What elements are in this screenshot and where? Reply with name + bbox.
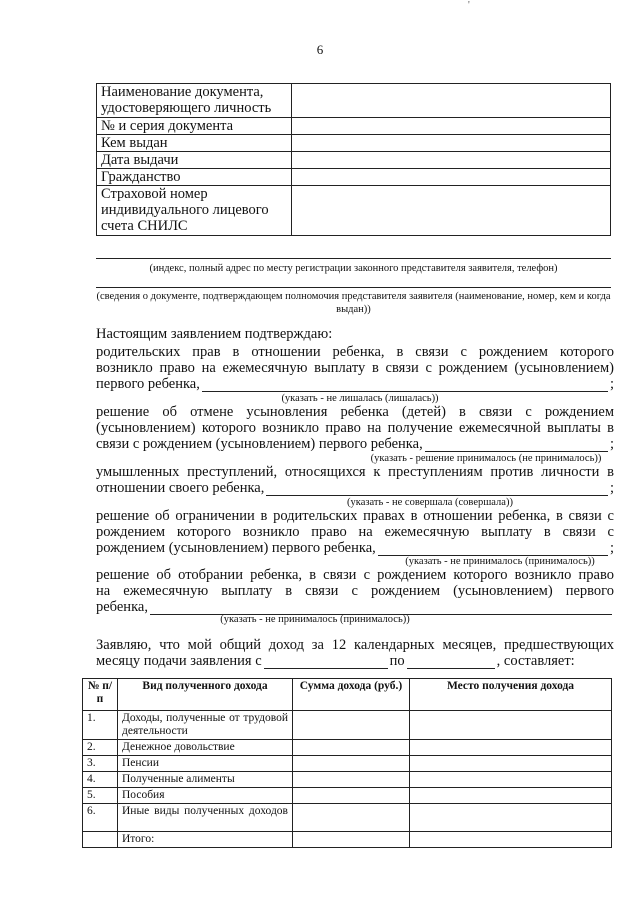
place-cell[interactable] — [410, 711, 612, 740]
item4-line3 — [96, 540, 614, 556]
item1-text: первого ребенка, — [96, 376, 200, 392]
place-cell[interactable] — [410, 740, 612, 756]
table-row — [83, 756, 612, 772]
item3-note: (указать - не совершала (совершала)) — [347, 497, 513, 508]
confirm-intro: Настоящим заявлением подтверждаю: — [96, 326, 333, 342]
total-label: Итого: — [118, 832, 293, 848]
id-value-field[interactable] — [292, 118, 611, 135]
col-header-amount: Сумма дохода (руб.) — [293, 679, 410, 711]
item5-line2: на ежемесячную выплату в связи с рождением (усыновлением) первого — [96, 583, 614, 599]
amount-cell[interactable] — [293, 756, 410, 772]
id-label: № и серия документа — [97, 118, 292, 135]
authority-note: (сведения о документе, подтверждающем полномочия представителя заявителя (наименование, номер, кем и когда выдан)) — [96, 291, 611, 315]
income-statement-line1: Заявляю, что мой общий доход за 12 календарных месяцев, предшествующих — [96, 637, 614, 653]
income-statement-line2 — [96, 653, 614, 669]
col-header-place: Место получения дохода — [410, 679, 612, 711]
id-label: Наименование документа, удостоверяющего личность — [97, 84, 292, 118]
table-row — [97, 152, 611, 169]
item1-answer-field[interactable] — [202, 379, 608, 392]
income-table — [82, 678, 612, 848]
table-row — [97, 186, 611, 236]
amount-cell[interactable] — [293, 740, 410, 756]
address-note: (индекс, полный адрес по месту регистрации законного представителя заявителя, телефон) — [149, 263, 558, 274]
table-row — [83, 788, 612, 804]
address-line[interactable] — [96, 258, 611, 259]
row-number: 2. — [83, 740, 118, 756]
authority-line[interactable] — [96, 287, 611, 288]
table-row — [97, 118, 611, 135]
corner-mark: ' — [468, 0, 470, 11]
item5-note: (указать - не принималось (принималось)) — [220, 614, 410, 625]
item1-line3 — [96, 376, 614, 392]
semicolon: ; — [609, 436, 614, 452]
income-type: Пособия — [118, 788, 293, 804]
id-value-field[interactable] — [292, 84, 611, 118]
row-number: 1. — [83, 711, 118, 740]
income-type: Доходы, полученные от трудовой деятельности — [118, 711, 293, 740]
semicolon: ; — [609, 480, 614, 496]
semicolon: ; — [609, 540, 614, 556]
total-place-cell[interactable] — [410, 832, 612, 848]
item5-line1: решение об отобрании ребенка, в связи с рождением которого возникло право — [96, 567, 614, 583]
table-row — [83, 772, 612, 788]
place-cell[interactable] — [410, 804, 612, 832]
income-text-from: месяцу подачи заявления с — [96, 653, 262, 669]
id-value-field[interactable] — [292, 169, 611, 186]
col-header-number: № п/п — [83, 679, 118, 711]
item2-note: (указать - решение принималось (не принималось)) — [370, 453, 602, 464]
table-row — [83, 711, 612, 740]
item3-line2 — [96, 480, 614, 496]
col-header-income-type: Вид полученного дохода — [118, 679, 293, 711]
item4-note: (указать - не принималось (принималось)) — [405, 556, 595, 567]
income-date-from-field[interactable] — [264, 656, 388, 669]
row-number: 4. — [83, 772, 118, 788]
item1-note: (указать - не лишалась (лишалась)) — [281, 393, 439, 404]
semicolon: ; — [609, 376, 614, 392]
amount-cell[interactable] — [293, 772, 410, 788]
item2-answer-field[interactable] — [425, 439, 608, 452]
income-type: Пенсии — [118, 756, 293, 772]
identity-table — [96, 83, 611, 236]
item1-line1: родительских прав в отношении ребенка, в связи с рождением которого — [96, 344, 614, 360]
id-label: Дата выдачи — [97, 152, 292, 169]
table-row — [97, 135, 611, 152]
amount-cell[interactable] — [293, 804, 410, 832]
item1-line2: возникло право на ежемесячную выплату в связи с рождением (усыновлением) — [96, 360, 614, 376]
income-text-amount: , составляет: — [496, 653, 575, 669]
item4-line1: решение об ограничении в родительских правах в отношении ребенка, в связи с — [96, 508, 614, 524]
id-value-field[interactable] — [292, 186, 611, 236]
id-label: Кем выдан — [97, 135, 292, 152]
total-amount-cell[interactable] — [293, 832, 410, 848]
item2-line3 — [96, 436, 614, 452]
id-value-field[interactable] — [292, 135, 611, 152]
income-type: Полученные алименты — [118, 772, 293, 788]
table-header-row — [83, 679, 612, 711]
item4-text: рождением (усыновлением) первого ребенка, — [96, 540, 376, 556]
row-number: 5. — [83, 788, 118, 804]
id-label: Страховой номер индивидуального лицевого счета СНИЛС — [97, 186, 292, 236]
income-date-to-field[interactable] — [407, 656, 495, 669]
amount-cell[interactable] — [293, 711, 410, 740]
item4-line2: рождением которого возникло право на ежемесячную выплату в связи с — [96, 524, 614, 540]
page-number: 6 — [316, 42, 324, 57]
table-total-row — [83, 832, 612, 848]
id-label: Гражданство — [97, 169, 292, 186]
income-type: Денежное довольствие — [118, 740, 293, 756]
place-cell[interactable] — [410, 772, 612, 788]
item3-text: отношении своего ребенка, — [96, 480, 265, 496]
row-number — [83, 832, 118, 848]
table-row — [97, 169, 611, 186]
amount-cell[interactable] — [293, 788, 410, 804]
table-row — [83, 804, 612, 832]
item2-line2: (усыновлением) которого возникло право на получение ежемесячной выплаты в — [96, 420, 614, 436]
item5-text: ребенка, — [96, 599, 148, 615]
income-type: Иные виды полученных доходов — [118, 804, 293, 832]
income-text-to: по — [389, 653, 405, 669]
item3-answer-field[interactable] — [266, 483, 608, 496]
row-number: 3. — [83, 756, 118, 772]
place-cell[interactable] — [410, 788, 612, 804]
table-row — [83, 740, 612, 756]
item2-line1: решение об отмене усыновления ребенка (детей) в связи с рождением — [96, 404, 614, 420]
row-number: 6. — [83, 804, 118, 832]
item2-text: связи с рождением (усыновлением) первого ребенка, — [96, 436, 423, 452]
table-row — [97, 84, 611, 118]
item3-line1: умышленных преступлений, относящихся к преступлениям против личности в — [96, 464, 614, 480]
id-value-field[interactable] — [292, 152, 611, 169]
place-cell[interactable] — [410, 756, 612, 772]
